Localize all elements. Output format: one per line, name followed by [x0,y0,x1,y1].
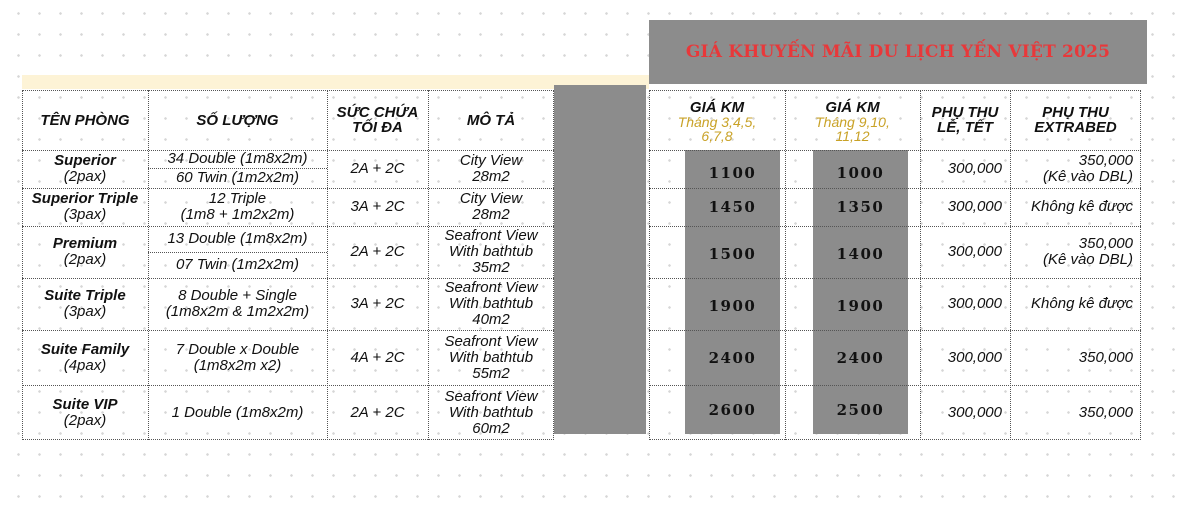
price-period-1: 2400 [708,348,757,367]
room-name: Premium (2pax) [52,235,118,268]
room-description: Seafront View With bathtub 35m2 [444,227,538,276]
price-period-2: 1350 [836,198,885,216]
extrabed-surcharge: 350,000 (Kê vào DBL) [1042,235,1133,268]
header-description: MÔ TẢ [466,111,516,129]
room-quantity: 1 Double (1m8x2m) [171,403,304,421]
room-capacity: 3A + 2C [350,198,405,215]
extrabed-surcharge: 350,000 [1078,403,1133,421]
room-quantity: 13 Double (1m8x2m) [167,230,308,247]
room-capacity: 4A + 2C [350,348,405,366]
holiday-surcharge: 300,000 [947,403,1002,421]
holiday-surcharge: 300,000 [947,295,1002,312]
room-capacity: 2A + 2C [350,403,405,421]
price-period-2: 2500 [836,400,885,419]
price-period-2: 1000 [836,163,885,182]
price-period-1: 1900 [708,297,757,315]
holiday-surcharge: 300,000 [947,160,1002,177]
promo-title-banner [649,20,1147,84]
room-capacity: 3A + 2C [350,295,405,312]
room-quantity: 7 Double x Double (1m8x2m x2) [175,340,300,374]
room-description: Seafront View With bathtub 40m2 [444,279,538,328]
room-name: Suite Triple (3pax) [44,287,126,320]
price-period-2: 1400 [836,245,885,263]
promo-title: GIÁ KHUYẾN MÃI DU LỊCH YẾN VIỆT 2025 [685,42,1111,62]
room-name: Superior Triple (3pax) [31,190,139,223]
room-capacity: 2A + 2C [350,160,405,177]
room-description: Seafront View With bathtub 55m2 [444,332,538,382]
room-quantity: 07 Twin (1m2x2m) [175,256,300,273]
header-capacity: SỨC CHỨA TỐI ĐA [336,104,419,136]
extrabed-surcharge: 350,000 [1078,348,1133,366]
room-name: Superior (2pax) [54,152,116,185]
room-quantity: 12 Triple (1m8 + 1m2x2m) [180,190,295,223]
room-description: City View 28m2 [459,152,523,185]
header-room-name: TÊN PHÒNG [40,111,130,129]
price-period-1: 1100 [708,163,757,182]
room-quantity: 8 Double + Single (1m8x2m & 1m2x2m) [165,287,310,320]
price-period-2: 2400 [836,348,885,367]
header-holiday-surcharge: PHỤ THU LỄ, TẾT [931,104,999,136]
holiday-surcharge: 300,000 [947,243,1002,260]
separator-column [554,85,646,434]
room-description: Seafront View With bathtub 60m2 [444,387,538,437]
price-period-1: 1500 [708,245,757,263]
room-quantity: 34 Double (1m8x2m) [167,150,308,167]
header-price-period-1: GIÁ KM Tháng 3,4,5, 6,7,8 [677,98,757,144]
header-quantity: SỐ LƯỢNG [196,111,279,129]
extrabed-surcharge: Không kê được [1031,198,1133,215]
room-quantity: 60 Twin (1m2x2m) [175,169,300,186]
header-extrabed-surcharge: PHỤ THU EXTRABED [1034,104,1117,136]
header-price-period-2: GIÁ KM Tháng 9,10, 11,12 [815,98,890,144]
price-period-1: 2600 [708,400,757,419]
room-name: Suite VIP (2pax) [52,395,118,429]
holiday-surcharge: 300,000 [947,198,1002,215]
extrabed-surcharge: 350,000 (Kê vào DBL) [1042,152,1133,185]
price-period-2: 1900 [836,297,885,315]
room-capacity: 2A + 2C [350,243,405,260]
price-period-1: 1450 [708,198,757,216]
holiday-surcharge: 300,000 [947,348,1002,366]
extrabed-surcharge: Không kê được [1031,295,1133,312]
room-description: City View 28m2 [459,190,523,223]
room-name: Suite Family (4pax) [40,340,130,374]
